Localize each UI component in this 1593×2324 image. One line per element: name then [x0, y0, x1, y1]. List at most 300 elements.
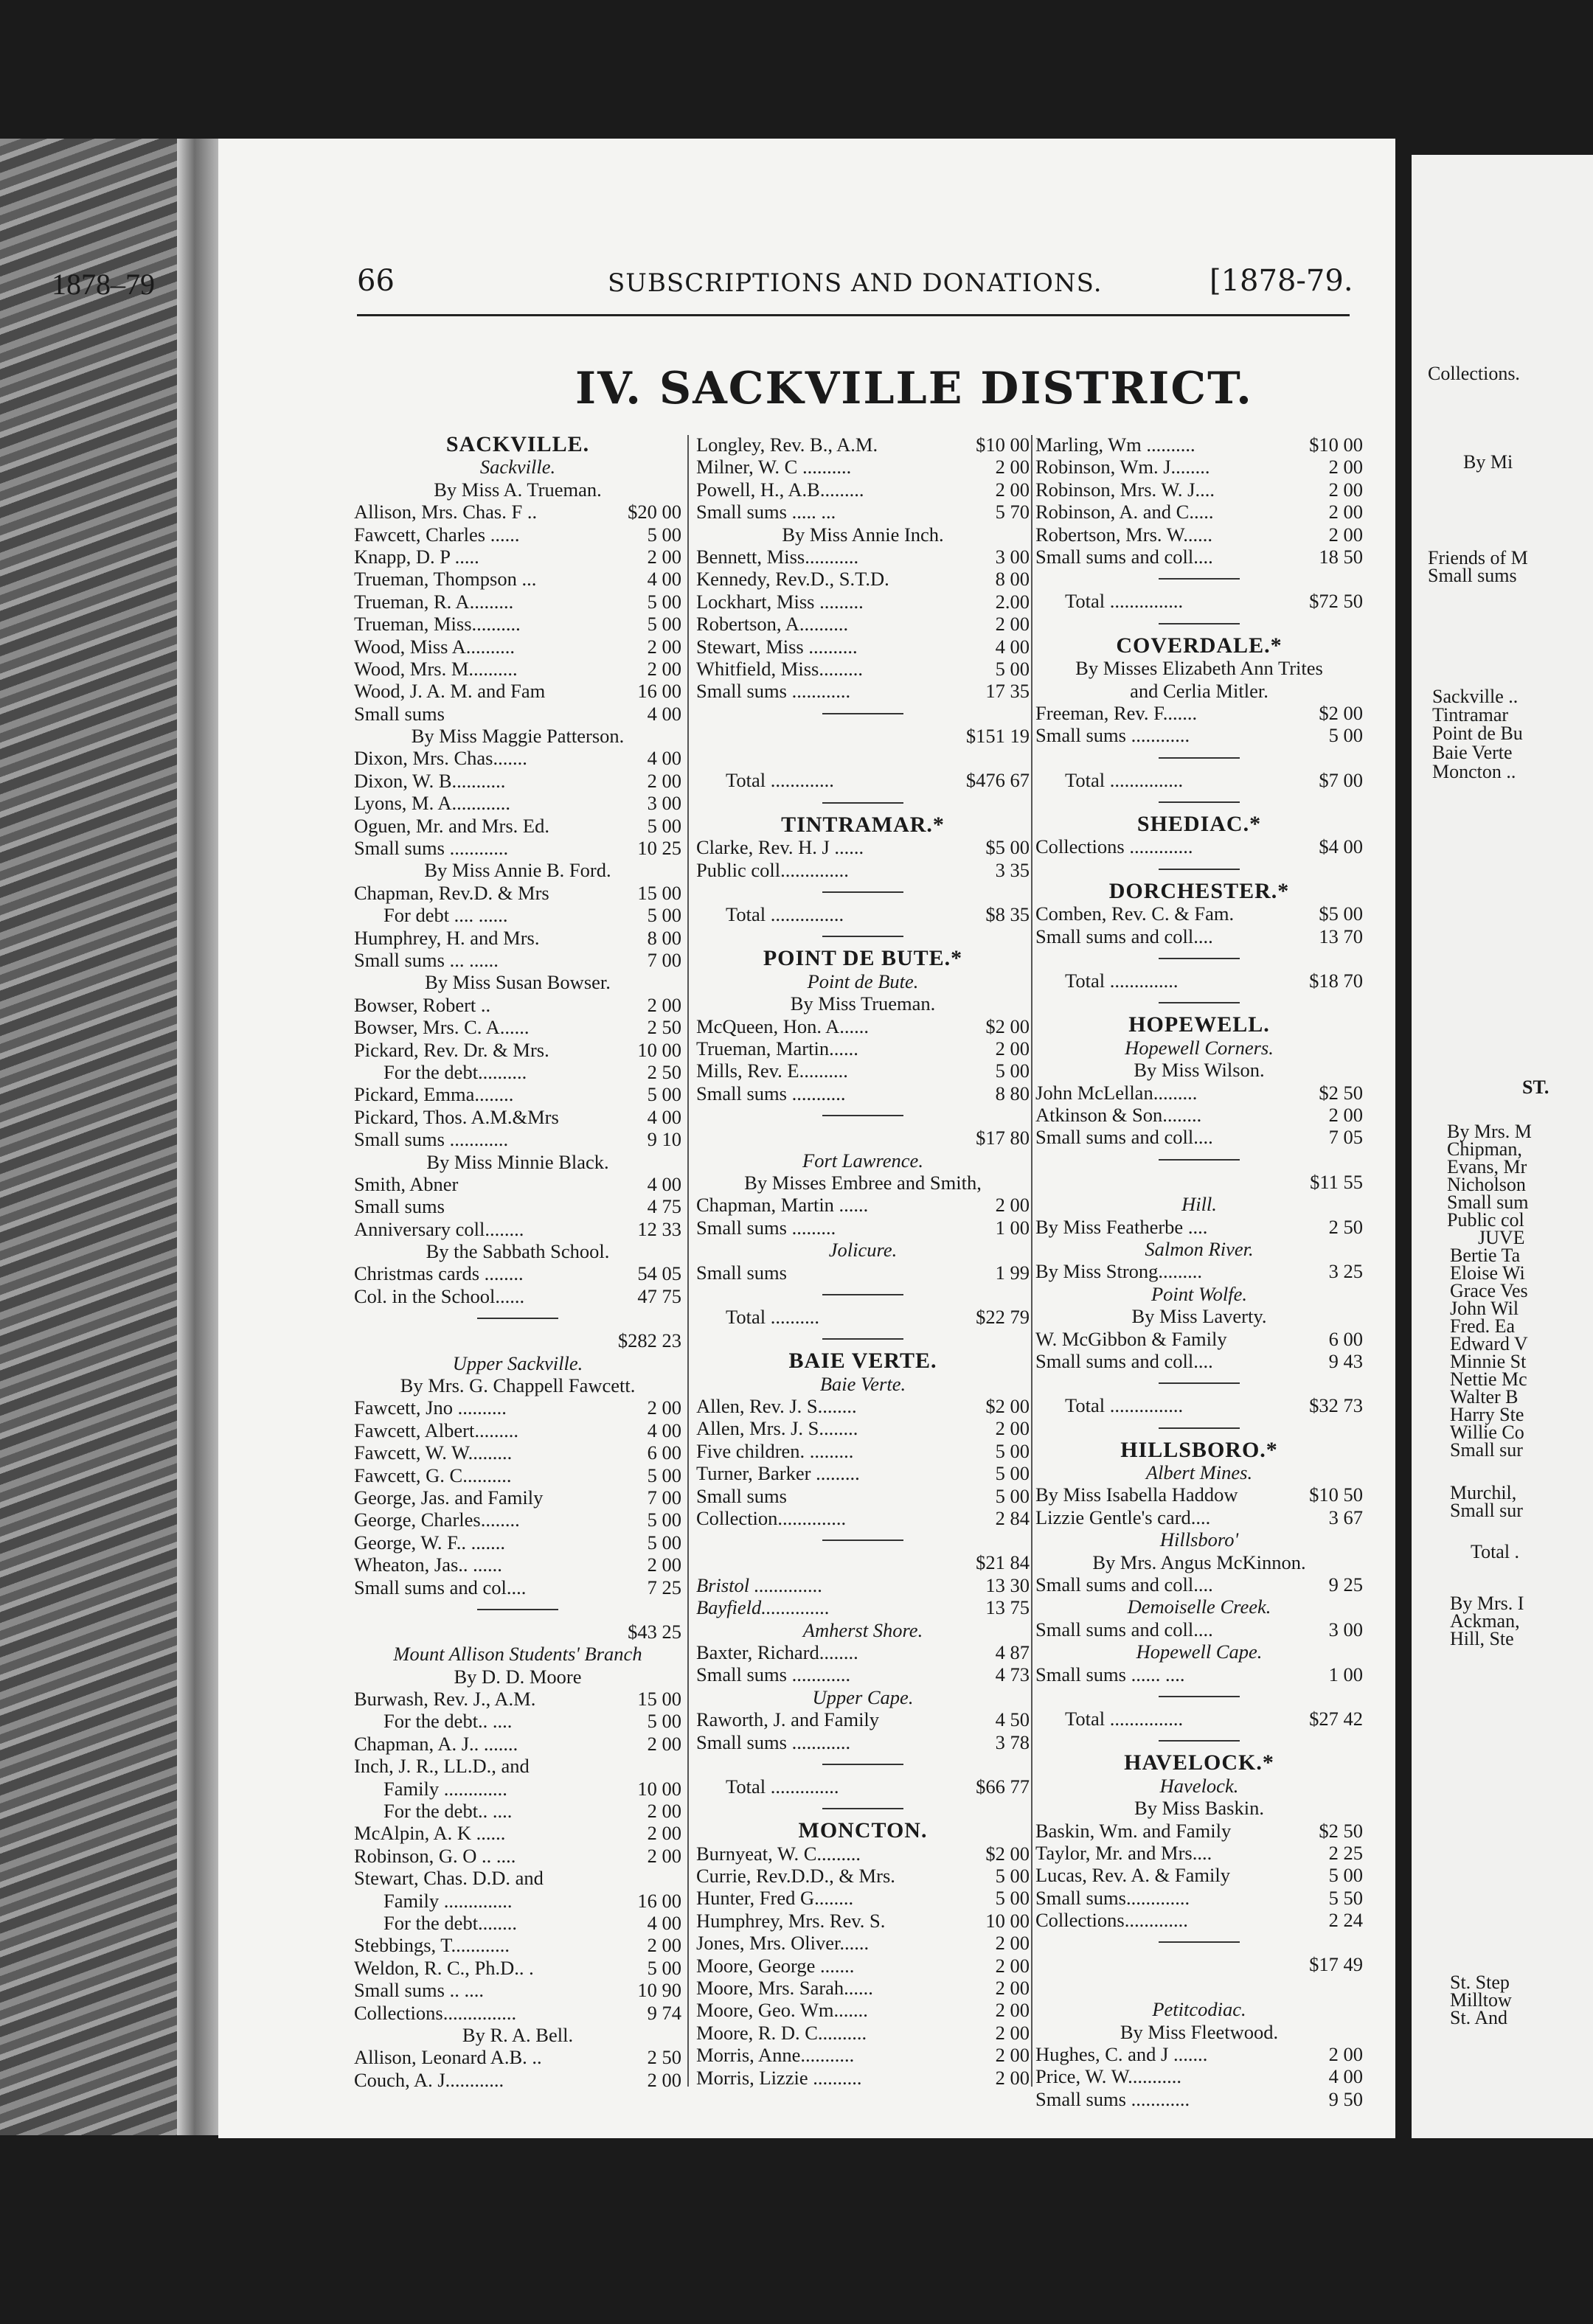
entry-name: Allen, Rev. J. S........	[696, 1395, 857, 1418]
entry-name: For the debt........	[384, 1912, 518, 1934]
entry-name: Public coll..............	[696, 858, 849, 881]
entry-row	[696, 1262, 1030, 1284]
entry-amount: 2 00	[995, 1037, 1030, 1060]
entry-name: Comben, Rev. C. & Fam.	[1035, 902, 1235, 925]
entry-amount: 2 00	[1328, 523, 1363, 546]
right-page-fragment: By Mi	[1463, 451, 1513, 473]
entry-name: Burnyeat, W. C.........	[696, 1842, 861, 1865]
entry-name: For the debt.. ....	[384, 1800, 513, 1823]
subtotal-amount: $17 49	[1309, 1953, 1363, 1976]
entry-row	[354, 591, 681, 613]
entry-row	[354, 1554, 681, 1576]
entry-name: Jones, Mrs. Oliver......	[696, 1932, 870, 1955]
entry-name: By Miss Strong.........	[1035, 1260, 1203, 1283]
entry-row	[696, 546, 1030, 568]
entry-amount: 2 00	[995, 456, 1030, 479]
right-page-fragment: John Wil	[1450, 1298, 1519, 1319]
entry-row	[696, 1865, 1030, 1887]
entry-name: Lockhart, Miss .........	[696, 590, 864, 613]
entry-row	[696, 1037, 1030, 1060]
entry-amount: 3 67	[1328, 1506, 1363, 1528]
entry-name: Turner, Barker .........	[696, 1462, 860, 1485]
entry-amount: 2 84	[995, 1507, 1030, 1530]
entry-amount: 3 00	[995, 545, 1030, 568]
collector-line: By Miss A. Trueman.	[434, 478, 602, 501]
entry-row	[354, 1890, 681, 1912]
entry-amount: 5 00	[1328, 724, 1363, 747]
entry-row	[696, 903, 1030, 925]
entry-row	[696, 1775, 1030, 1798]
right-page-fragment: Point de Bu	[1432, 723, 1523, 744]
entry-name: Small sums .........	[696, 1216, 836, 1239]
entry-amount: 3 00	[1328, 1618, 1363, 1641]
entry-name: Trueman, Thompson ...	[354, 568, 537, 591]
locality-subheading: Mount Allison Students' Branch	[393, 1643, 642, 1666]
entry-amount: 9 50	[1328, 2087, 1363, 2110]
section-heading: BAIE VERTE.	[788, 1349, 937, 1374]
right-page-fragment: ST.	[1522, 1076, 1549, 1098]
short-rule	[1159, 1427, 1240, 1429]
entry-amount: 2 00	[995, 2021, 1030, 2044]
entry-row	[354, 792, 681, 814]
entry-row	[696, 859, 1030, 881]
entry-row	[1035, 902, 1363, 925]
subtotal-amount: $282 23	[617, 1329, 681, 1352]
right-page-fragment: Small sur	[1450, 1439, 1523, 1461]
entry-name: McAlpin, A. K ......	[354, 1822, 506, 1845]
entry-name: Small sums and coll....	[1035, 1126, 1213, 1149]
entry-name: Longley, Rev. B., A.M.	[696, 434, 878, 456]
entry-amount: 5 00	[647, 814, 681, 837]
entry-name: Small sums ............	[696, 680, 851, 703]
locality-subheading: Baie Verte.	[819, 1372, 906, 1395]
entry-row	[1035, 1663, 1363, 1685]
short-rule	[477, 1609, 558, 1610]
right-page-year: 1878–79	[52, 268, 155, 301]
entry-amount: 15 00	[637, 1688, 681, 1711]
short-rule	[1159, 1696, 1240, 1697]
entry-name: Fawcett, W. W.........	[354, 1441, 513, 1464]
right-page-fragment: Willie Co	[1450, 1422, 1524, 1443]
entry-name: Humphrey, H. and Mrs.	[354, 926, 540, 949]
right-page-fragment: JUVE	[1478, 1227, 1525, 1248]
entry-name: Small sums ............	[354, 837, 509, 860]
entry-name: Stewart, Chas. D.D. and	[354, 1867, 544, 1890]
entry-amount: 2 50	[647, 1016, 681, 1039]
entry-name: Small sums ...........	[696, 1082, 846, 1104]
locality-subheading: Havelock.	[1159, 1774, 1239, 1797]
entry-row	[354, 1822, 681, 1844]
entry-name: Small sums ............	[696, 1663, 851, 1686]
locality-subheading: Hopewell Corners.	[1125, 1036, 1274, 1059]
entry-row	[696, 1932, 1030, 1954]
entry-row	[354, 1576, 681, 1598]
entry-name: Trueman, Miss..........	[354, 613, 521, 636]
entry-amount: $10 00	[1309, 434, 1363, 456]
entry-row	[696, 1440, 1030, 1462]
entry-name: Dixon, W. B...........	[354, 769, 506, 792]
entry-row	[1035, 1842, 1363, 1864]
entry-amount: 4 73	[995, 1663, 1030, 1686]
entry-row	[1035, 590, 1363, 612]
subtotal-amount: $151 19	[965, 724, 1030, 747]
entry-name: Smith, Abner	[354, 1172, 459, 1195]
entry-amount: 5 00	[647, 613, 681, 636]
collector-line: By R. A. Bell.	[462, 2023, 574, 2046]
entry-amount: 13 75	[985, 1596, 1030, 1619]
entry-name: Lizzie Gentle's card....	[1035, 1506, 1211, 1528]
entry-row	[1035, 2065, 1363, 2087]
subtotal-amount: $43 25	[628, 1620, 681, 1643]
entry-name: Wood, J. A. M. and Fam	[354, 680, 546, 703]
entry-name: Small sums	[696, 1261, 787, 1284]
entry-row	[696, 613, 1030, 635]
entry-name: George, W. F.. .......	[354, 1531, 505, 1554]
entry-name: Baskin, Wm. and Family	[1035, 1819, 1232, 1842]
entry-name: Small sums ............	[354, 1128, 509, 1151]
entry-name: Weldon, R. C., Ph.D.. .	[354, 1956, 534, 1979]
entry-row	[696, 1596, 1030, 1618]
right-page-fragment: Tintramar	[1432, 704, 1509, 726]
entry-row	[1035, 1708, 1363, 1730]
collector-line: By Miss Annie Inch.	[782, 523, 944, 546]
entry-amount: $20 00	[628, 501, 681, 523]
entry-row	[354, 1061, 681, 1083]
right-page-fragment: Collections.	[1428, 363, 1520, 384]
entry-amount: 9 10	[647, 1128, 681, 1151]
entry-row	[1035, 1260, 1363, 1282]
right-page-fragment: Harry Ste	[1450, 1404, 1524, 1425]
running-year: [1878-79.	[1210, 264, 1353, 298]
entry-name: Fawcett, Albert.........	[354, 1419, 518, 1441]
entry-amount: 5 00	[647, 1464, 681, 1486]
short-rule	[822, 936, 903, 937]
entry-row	[696, 1485, 1030, 1507]
entry-row	[1035, 1350, 1363, 1372]
entry-name: Stebbings, T............	[354, 1934, 510, 1957]
entry-row	[1035, 1104, 1363, 1126]
entry-name: Small sums and coll....	[1035, 925, 1213, 947]
entry-amount: 17 35	[985, 680, 1030, 703]
entry-name: Collections...............	[354, 2001, 517, 2024]
entry-row	[354, 1039, 681, 1061]
entry-row	[696, 434, 1030, 456]
right-page-fragment: St. And	[1450, 2007, 1508, 2028]
entry-amount: 2 00	[647, 1844, 681, 1867]
entry-amount: 13 70	[1319, 925, 1363, 947]
entry-name: Bristol ..............	[696, 1573, 823, 1596]
entry-name: Wood, Miss A..........	[354, 635, 515, 658]
entry-amount: 2 24	[1328, 1909, 1363, 1932]
column-divider	[687, 435, 689, 2087]
short-rule	[822, 713, 903, 714]
entry-name: Collections.............	[1035, 1909, 1188, 1932]
right-page-fragment: Chipman,	[1447, 1138, 1522, 1160]
collector-line: and Cerlia Mitler.	[1130, 679, 1268, 702]
entry-name: Moore, Geo. Wm.......	[696, 1999, 868, 2022]
entry-row	[1035, 1216, 1363, 1238]
entry-amount: 4 00	[995, 635, 1030, 658]
entry-name: Wheaton, Jas.. ......	[354, 1554, 502, 1576]
entry-amount: $72 50	[1309, 590, 1363, 613]
entry-name: Bowser, Mrs. C. A......	[354, 1016, 530, 1039]
entry-name: Col. in the School......	[354, 1284, 525, 1307]
entry-row	[696, 1395, 1030, 1417]
entry-row	[354, 1845, 681, 1867]
collector-line: By Miss Annie B. Ford.	[424, 859, 611, 882]
collector-line: By Miss Trueman.	[790, 992, 936, 1015]
locality-subheading: Jolicure.	[828, 1239, 898, 1262]
entry-amount: 8 00	[647, 926, 681, 949]
entry-name: Fawcett, Jno ..........	[354, 1396, 507, 1419]
section-heading: HOPEWELL.	[1128, 1012, 1270, 1037]
entry-amount: 5 00	[647, 1710, 681, 1733]
short-rule	[1159, 869, 1240, 870]
entry-row	[696, 1194, 1030, 1216]
entry-row	[354, 1867, 681, 1889]
entry-amount: 3 35	[995, 858, 1030, 881]
entry-name: For the debt.. ....	[384, 1710, 513, 1733]
entry-row	[354, 1912, 681, 1934]
entry-amount: 13 30	[985, 1573, 1030, 1596]
collector-line: By Miss Wilson.	[1134, 1059, 1265, 1082]
entry-name: Atkinson & Son........	[1035, 1103, 1202, 1126]
entry-amount: 2 00	[995, 1932, 1030, 1955]
entry-amount: 4 00	[647, 1172, 681, 1195]
right-page-fragment: Small sum	[1447, 1191, 1529, 1213]
entry-row	[1035, 2088, 1363, 2110]
entry-row	[696, 1977, 1030, 1999]
entry-amount: 2.00	[995, 590, 1030, 613]
entry-amount: $8 35	[985, 903, 1030, 926]
entry-row	[696, 456, 1030, 478]
entry-amount: 3 78	[995, 1730, 1030, 1753]
entry-amount: $476 67	[965, 769, 1030, 792]
spacer	[1035, 1976, 1363, 1998]
entry-row	[696, 568, 1030, 590]
collector-line: By Miss Susan Bowser.	[425, 971, 611, 994]
entry-amount: $32 73	[1309, 1394, 1363, 1417]
right-page-fragment: St. Step	[1450, 1972, 1510, 1993]
entry-row	[696, 1955, 1030, 1977]
running-title: SUBSCRIPTIONS AND DONATIONS.	[608, 268, 1103, 298]
spacer	[696, 747, 1030, 769]
collector-line: By D. D. Moore	[454, 1665, 582, 1688]
entry-amount: $2 50	[1319, 1819, 1363, 1842]
locality-subheading: Point de Bute.	[807, 970, 919, 992]
locality-subheading: Petitcodiac.	[1152, 1998, 1246, 2021]
entry-name: Family .............	[384, 1777, 507, 1800]
entry-row	[1035, 456, 1363, 478]
entry-row	[354, 927, 681, 949]
entry-amount: 7 00	[647, 1486, 681, 1509]
entry-row	[354, 568, 681, 590]
entry-row	[696, 1843, 1030, 1865]
right-page-fragment: Public col	[1447, 1209, 1524, 1231]
entry-name: Mills, Rev. E..........	[696, 1060, 848, 1082]
entry-row	[696, 479, 1030, 501]
entry-row	[1035, 1909, 1363, 1931]
entry-amount: 18 50	[1319, 545, 1363, 568]
entry-name: Total ..............	[726, 1775, 839, 1798]
entry-amount: 6 00	[1328, 1327, 1363, 1350]
entry-amount: $5 00	[1319, 902, 1363, 925]
locality-subheading: Salmon River.	[1145, 1237, 1254, 1260]
entry-amount: 5 00	[1328, 1864, 1363, 1887]
entry-amount: 5 00	[647, 1083, 681, 1106]
entry-name: Powell, H., A.B.........	[696, 478, 864, 501]
entry-row	[354, 501, 681, 523]
entry-amount: 4 00	[647, 1419, 681, 1441]
entry-name: Bayfield..............	[696, 1596, 830, 1619]
locality-subheading: Fort Lawrence.	[802, 1149, 923, 1172]
entry-name: Robertson, A..........	[696, 613, 849, 636]
entry-name: George, Charles........	[354, 1509, 520, 1531]
entry-amount: 10 00	[637, 1777, 681, 1800]
entry-name: Trueman, Martin......	[696, 1037, 858, 1060]
entry-row	[1035, 1483, 1363, 1506]
short-rule	[1159, 578, 1240, 580]
entry-row	[354, 815, 681, 837]
entry-amount: 2 00	[995, 478, 1030, 501]
subtotal-amount: $17 80	[976, 1127, 1030, 1149]
entry-name: Collections .............	[1035, 835, 1193, 858]
entry-amount: 2 00	[647, 635, 681, 658]
entry-name: Robinson, Wm. J........	[1035, 456, 1210, 479]
entry-name: Small sums ..... ...	[696, 501, 836, 523]
entry-amount: 9 43	[1328, 1349, 1363, 1372]
entry-row	[696, 1060, 1030, 1082]
right-page-fragment: Evans, Mr	[1447, 1156, 1527, 1177]
entry-name: Total ...............	[1065, 590, 1184, 613]
entry-row	[354, 904, 681, 926]
entry-name: Small sums ...... ....	[1035, 1663, 1185, 1685]
right-page-fragment: Sackville ..	[1432, 686, 1519, 707]
entry-amount: 2 00	[647, 1934, 681, 1957]
entry-row	[696, 1015, 1030, 1037]
short-rule	[822, 1540, 903, 1541]
entry-name: Small sums and coll....	[1035, 1618, 1213, 1641]
page-stack-edge	[177, 139, 221, 2135]
entry-row	[354, 1016, 681, 1038]
entry-amount: 2 00	[647, 657, 681, 680]
entry-row	[696, 1462, 1030, 1484]
entry-name: Hughes, C. and J .......	[1035, 2043, 1208, 2066]
entry-row	[354, 1441, 681, 1464]
entry-row	[696, 1417, 1030, 1439]
entry-amount: 4 50	[995, 1708, 1030, 1731]
entry-name: Anniversary coll........	[354, 1217, 524, 1240]
entry-amount: 5 00	[647, 1956, 681, 1979]
entry-amount: 5 00	[995, 1462, 1030, 1485]
entry-row	[354, 1173, 681, 1195]
collector-line: By Miss Baskin.	[1134, 1797, 1264, 1820]
right-page-fragment: Moncton ..	[1432, 761, 1516, 782]
short-rule	[1159, 1740, 1240, 1742]
entry-amount: 5 00	[995, 1060, 1030, 1082]
entry-row	[696, 1708, 1030, 1730]
right-page-fragment: By Mrs. M	[1447, 1121, 1532, 1142]
section-heading: DORCHESTER.*	[1108, 878, 1290, 903]
entry-name: Family ..............	[384, 1889, 513, 1912]
right-page-fragment: Fred. Ea	[1450, 1315, 1516, 1337]
collector-line: By Mrs. Angus McKinnon.	[1092, 1551, 1306, 1573]
entry-row	[354, 1979, 681, 2001]
entry-name: Small sums ............	[696, 1730, 851, 1753]
entry-row	[1035, 1573, 1363, 1596]
entry-row	[354, 1957, 681, 1979]
entry-row	[354, 1262, 681, 1284]
entry-amount: 2 00	[1328, 478, 1363, 501]
entry-amount: $22 79	[976, 1305, 1030, 1328]
entry-row	[1035, 1820, 1363, 1842]
entry-amount: 10 00	[637, 1038, 681, 1061]
entry-amount: 15 00	[637, 881, 681, 904]
locality-subheading: Hill.	[1181, 1193, 1217, 1216]
entry-name: George, Jas. and Family	[354, 1486, 544, 1509]
entry-row	[354, 1218, 681, 1240]
entry-name: For debt .... ......	[384, 904, 508, 927]
entry-row	[696, 1641, 1030, 1663]
entry-amount: 4 00	[647, 702, 681, 725]
entry-name: Total ...............	[1065, 1707, 1184, 1730]
entry-name: Couch, A. J............	[354, 2068, 504, 2091]
entry-name: Moore, R. D. C..........	[696, 2021, 867, 2044]
entry-name: Morris, Lizzie ..........	[696, 2066, 862, 2089]
entry-row	[354, 770, 681, 792]
entry-amount: 10 00	[985, 1909, 1030, 1932]
entry-amount: 2 50	[647, 2046, 681, 2069]
entry-row	[354, 1755, 681, 1777]
entry-name: Pickard, Rev. Dr. & Mrs.	[354, 1038, 549, 1061]
locality-subheading: Upper Sackville.	[452, 1351, 583, 1374]
district-title: IV. SACKVILLE DISTRICT.	[575, 363, 1253, 414]
entry-amount: $2 00	[1319, 701, 1363, 724]
entry-amount: 2 00	[647, 1554, 681, 1576]
entry-row	[1035, 1887, 1363, 1909]
short-rule	[822, 891, 903, 893]
subtotal-amount: $11 55	[1310, 1170, 1363, 1193]
entry-amount: 16 00	[637, 680, 681, 703]
entry-amount: 4 00	[647, 1912, 681, 1934]
entry-row	[1035, 925, 1363, 947]
entry-amount: 5 00	[647, 523, 681, 546]
locality-subheading: Amherst Shore.	[802, 1618, 923, 1641]
entry-name: Inch, J. R., LL.D., and	[354, 1755, 530, 1778]
entry-name: Small sums	[354, 1195, 445, 1218]
entry-amount: 7 25	[647, 1576, 681, 1598]
entry-amount: 5 00	[995, 1484, 1030, 1507]
entry-row	[354, 1106, 681, 1128]
entry-row	[354, 882, 681, 904]
entry-amount: 2 00	[647, 769, 681, 792]
collector-line: By Misses Elizabeth Ann Trites	[1075, 657, 1323, 680]
entry-name: Taylor, Mr. and Mrs....	[1035, 1841, 1212, 1864]
entry-amount: 47 75	[637, 1284, 681, 1307]
entry-amount: 2 00	[995, 613, 1030, 636]
entry-name: Milner, W. C ..........	[696, 456, 852, 479]
entry-amount: $2 00	[985, 1395, 1030, 1418]
entry-row	[354, 613, 681, 635]
entry-name: Hunter, Fred G........	[696, 1887, 854, 1910]
entry-row	[696, 1507, 1030, 1529]
collector-line: By Misses Embree and Smith,	[744, 1171, 982, 1194]
entry-amount: 2 00	[1328, 2043, 1363, 2066]
entry-row	[1035, 1394, 1363, 1416]
entry-name: Total .............	[726, 769, 834, 792]
entry-row	[354, 1285, 681, 1307]
section-heading: SACKVILLE.	[445, 432, 590, 456]
